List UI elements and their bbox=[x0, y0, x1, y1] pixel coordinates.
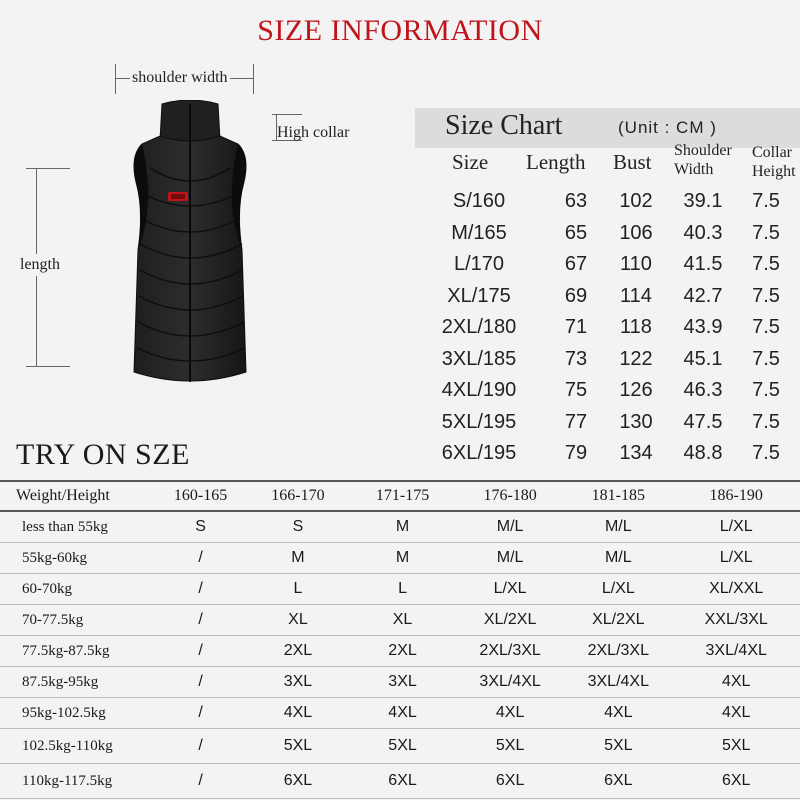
size-cell: 5XL bbox=[349, 729, 456, 764]
size-chart-cell: 41.5 bbox=[683, 253, 723, 275]
size-chart-cell: 118 bbox=[620, 316, 652, 338]
try-on-header-cell: 171-175 bbox=[349, 481, 456, 511]
size-chart-unit: (Unit : CM ) bbox=[618, 118, 717, 137]
size-chart-cell: 7.5 bbox=[752, 190, 780, 212]
size-chart-cell: 69 bbox=[564, 284, 588, 307]
size-chart-cell: 6XL/195 bbox=[441, 442, 517, 464]
size-chart-cell: 71 bbox=[564, 316, 588, 338]
size-chart-cell: 40.3 bbox=[683, 221, 723, 244]
size-cell: M/L bbox=[564, 511, 672, 543]
size-cell: 4XL bbox=[349, 698, 456, 729]
col-length: Length bbox=[526, 150, 586, 174]
size-cell: / bbox=[154, 574, 247, 605]
size-chart-cell: 114 bbox=[620, 284, 652, 307]
size-cell: L/XL bbox=[456, 574, 564, 605]
size-chart-cell: XL/175 bbox=[447, 284, 511, 307]
size-cell: 2XL bbox=[349, 636, 456, 667]
size-chart-cell: 46.3 bbox=[683, 379, 723, 401]
size-chart-cell: 65 bbox=[564, 221, 588, 244]
try-on-header-cell: 186-190 bbox=[672, 481, 800, 511]
weight-cell: 110kg-117.5kg bbox=[0, 764, 154, 799]
try-on-title: TRY ON SZE bbox=[16, 438, 190, 471]
size-chart-cell: 4XL/190 bbox=[441, 379, 517, 401]
size-cell: M/L bbox=[564, 543, 672, 574]
table-row bbox=[0, 636, 800, 667]
weight-cell: 87.5kg-95kg bbox=[0, 667, 154, 698]
size-chart-cell: 63 bbox=[564, 190, 588, 212]
table-row bbox=[0, 511, 800, 543]
weight-cell: 77.5kg-87.5kg bbox=[0, 636, 154, 667]
weight-cell: 60-70kg bbox=[0, 574, 154, 605]
size-chart-cell: L/170 bbox=[453, 253, 505, 275]
size-cell: / bbox=[154, 605, 247, 636]
size-chart-cell: 134 bbox=[619, 442, 653, 464]
size-chart-cell: M/165 bbox=[451, 221, 507, 244]
table-row bbox=[0, 605, 800, 636]
size-cell: 5XL bbox=[672, 729, 800, 764]
col-collar-line2: Height bbox=[752, 163, 796, 180]
size-chart-cell: 47.5 bbox=[683, 410, 723, 433]
try-on-header-cell: 166-170 bbox=[247, 481, 349, 511]
shoulder-width-label: shoulder width bbox=[132, 69, 228, 86]
length-tick-top bbox=[26, 168, 70, 169]
size-cell: 4XL bbox=[672, 667, 800, 698]
size-chart-cell: 7.5 bbox=[752, 379, 780, 401]
weight-cell: 55kg-60kg bbox=[0, 543, 154, 574]
table-row bbox=[0, 764, 800, 799]
high-collar-label: High collar bbox=[277, 124, 350, 141]
size-chart-cell: 7.5 bbox=[752, 410, 780, 433]
size-cell: / bbox=[154, 543, 247, 574]
weight-cell: less than 55kg bbox=[0, 511, 154, 543]
size-cell: / bbox=[154, 667, 247, 698]
size-cell: 5XL bbox=[564, 729, 672, 764]
size-cell: / bbox=[154, 636, 247, 667]
size-chart-cell: 102 bbox=[619, 190, 653, 212]
size-cell: / bbox=[154, 698, 247, 729]
table-row bbox=[0, 667, 800, 698]
size-cell: M bbox=[247, 543, 349, 574]
size-chart-cell: 39.1 bbox=[683, 190, 723, 212]
size-chart-cell: 75 bbox=[564, 379, 588, 401]
size-cell: XL/2XL bbox=[456, 605, 564, 636]
size-cell: 2XL bbox=[247, 636, 349, 667]
size-cell: XL/XXL bbox=[672, 574, 800, 605]
col-shoulder-line1: Shoulder bbox=[674, 142, 732, 159]
col-collar-line1: Collar bbox=[752, 144, 792, 161]
shoulder-width-tick-left bbox=[115, 64, 116, 94]
table-row bbox=[0, 698, 800, 729]
size-cell: 4XL bbox=[247, 698, 349, 729]
size-chart-cell: 43.9 bbox=[683, 316, 723, 338]
page-title: SIZE INFORMATION bbox=[257, 14, 543, 47]
size-cell: 3XL/4XL bbox=[564, 667, 672, 698]
size-cell: 4XL bbox=[564, 698, 672, 729]
size-chart-cell: 79 bbox=[564, 442, 588, 464]
size-cell: 6XL bbox=[672, 764, 800, 799]
length-label: length bbox=[20, 254, 60, 276]
weight-cell: 95kg-102.5kg bbox=[0, 698, 154, 729]
size-cell: 6XL bbox=[456, 764, 564, 799]
size-cell: XL bbox=[247, 605, 349, 636]
size-chart-title: Size Chart bbox=[445, 110, 563, 141]
size-cell: 2XL/3XL bbox=[564, 636, 672, 667]
size-cell: 6XL bbox=[247, 764, 349, 799]
size-cell: 5XL bbox=[247, 729, 349, 764]
size-cell: 5XL bbox=[456, 729, 564, 764]
try-on-table bbox=[0, 480, 800, 799]
size-chart-cell: 7.5 bbox=[752, 221, 780, 244]
size-chart-cell: 130 bbox=[619, 410, 653, 433]
vest-icon bbox=[110, 100, 270, 400]
size-cell: 3XL/4XL bbox=[672, 636, 800, 667]
size-cell: XXL/3XL bbox=[672, 605, 800, 636]
size-chart-cell: 67 bbox=[564, 253, 588, 275]
size-chart-cell: 7.5 bbox=[752, 253, 780, 275]
size-chart-cell: 110 bbox=[620, 253, 652, 275]
size-cell: S bbox=[247, 511, 349, 543]
size-chart-cell: 77 bbox=[564, 410, 588, 433]
table-row bbox=[0, 574, 800, 605]
col-shoulder-width bbox=[674, 141, 732, 179]
size-cell: XL bbox=[349, 605, 456, 636]
col-bust: Bust bbox=[613, 150, 652, 174]
size-cell: 4XL bbox=[456, 698, 564, 729]
size-cell: L/XL bbox=[564, 574, 672, 605]
size-cell: 3XL bbox=[349, 667, 456, 698]
size-cell: L/XL bbox=[672, 511, 800, 543]
size-chart-cell: 45.1 bbox=[683, 347, 723, 370]
size-chart-cell: 5XL/195 bbox=[441, 410, 517, 433]
size-cell: L bbox=[247, 574, 349, 605]
size-chart-cell: S/160 bbox=[452, 190, 506, 212]
col-size: Size bbox=[452, 150, 489, 174]
size-chart-cell: 48.8 bbox=[683, 442, 723, 464]
size-cell: M/L bbox=[456, 543, 564, 574]
size-cell: M/L bbox=[456, 511, 564, 543]
size-chart-cell: 7.5 bbox=[752, 347, 780, 370]
size-chart-cell: 7.5 bbox=[752, 442, 780, 464]
try-on-header-cell: Weight/Height bbox=[0, 481, 154, 511]
table-row bbox=[0, 729, 800, 764]
try-on-header-cell: 160-165 bbox=[154, 481, 247, 511]
table-row bbox=[0, 543, 800, 574]
size-cell: S bbox=[154, 511, 247, 543]
length-tick-bottom bbox=[26, 366, 70, 367]
size-cell: 6XL bbox=[564, 764, 672, 799]
col-shoulder-line2: Width bbox=[674, 161, 714, 178]
size-cell: L/XL bbox=[672, 543, 800, 574]
weight-cell: 70-77.5kg bbox=[0, 605, 154, 636]
weight-cell: 102.5kg-110kg bbox=[0, 729, 154, 764]
size-chart-cell: 2XL/180 bbox=[441, 316, 517, 338]
size-chart-cell: 42.7 bbox=[683, 284, 723, 307]
size-chart-cell: 106 bbox=[619, 221, 653, 244]
try-on-header-row bbox=[0, 481, 800, 511]
size-cell: 2XL/3XL bbox=[456, 636, 564, 667]
size-chart-cell: 7.5 bbox=[752, 284, 780, 307]
size-cell: 6XL bbox=[349, 764, 456, 799]
try-on-header-cell: 181-185 bbox=[564, 481, 672, 511]
size-chart-cell: 126 bbox=[619, 379, 653, 401]
size-cell: / bbox=[154, 764, 247, 799]
size-cell: XL/2XL bbox=[564, 605, 672, 636]
shoulder-width-tick-right bbox=[253, 64, 254, 94]
size-cell: 3XL/4XL bbox=[456, 667, 564, 698]
size-chart-cell: 73 bbox=[564, 347, 588, 370]
size-cell: M bbox=[349, 543, 456, 574]
try-on-header-cell: 176-180 bbox=[456, 481, 564, 511]
size-cell: 4XL bbox=[672, 698, 800, 729]
size-chart-cell: 7.5 bbox=[752, 316, 780, 338]
size-cell: 3XL bbox=[247, 667, 349, 698]
vest-illustration bbox=[0, 60, 420, 440]
size-chart-cell: 3XL/185 bbox=[441, 347, 517, 370]
col-collar-height bbox=[752, 143, 796, 181]
size-cell: M bbox=[349, 511, 456, 543]
size-cell: / bbox=[154, 729, 247, 764]
size-chart-cell: 122 bbox=[619, 347, 653, 370]
size-cell: L bbox=[349, 574, 456, 605]
